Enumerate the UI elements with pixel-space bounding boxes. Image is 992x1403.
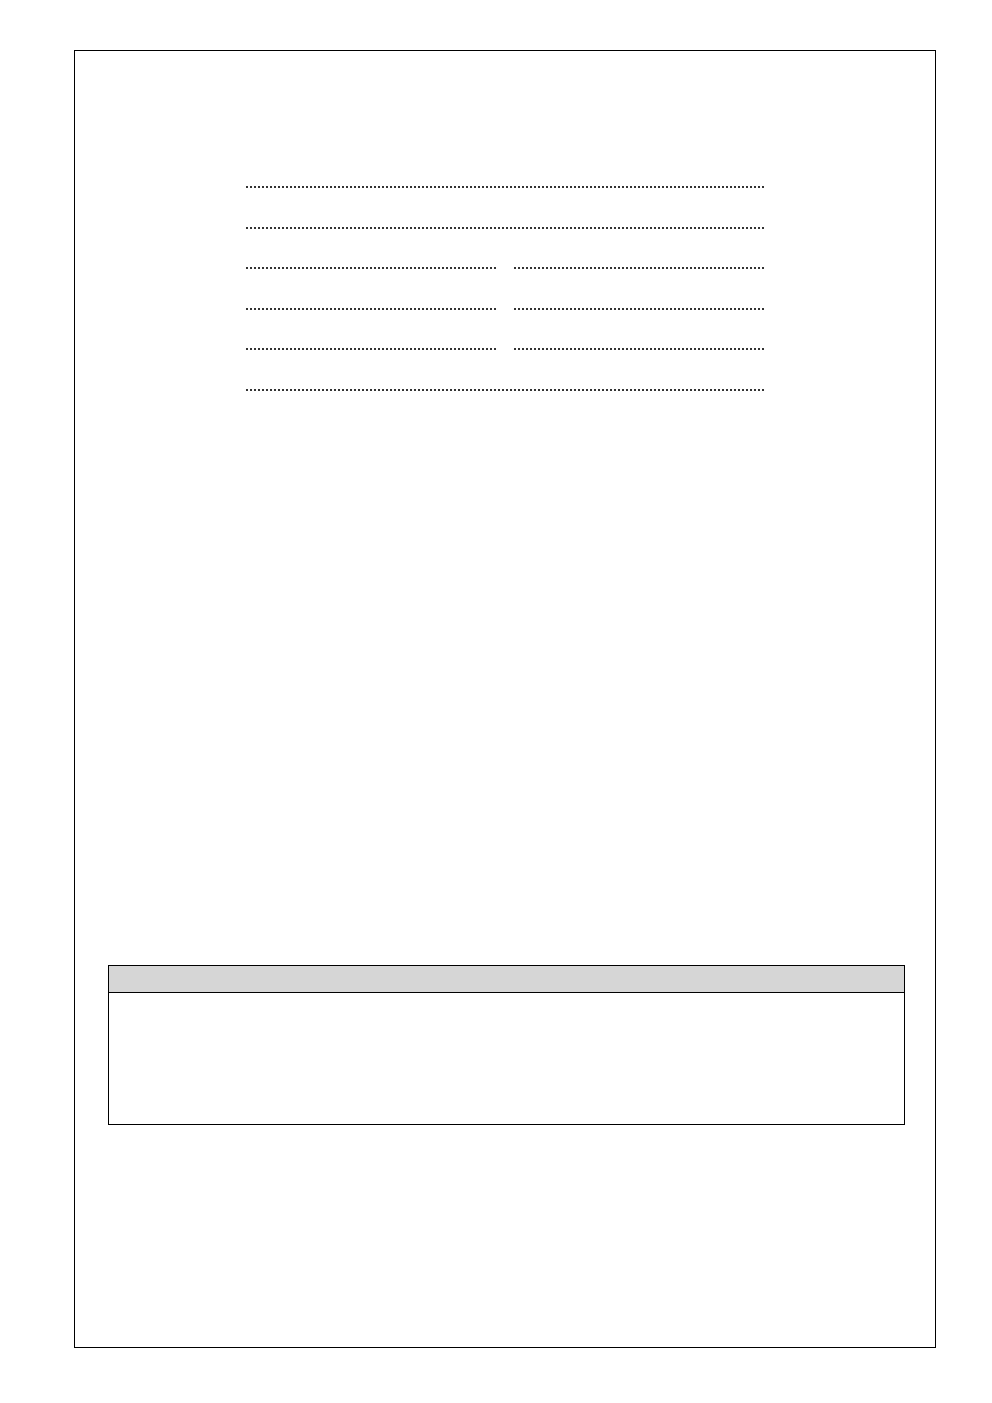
order-content xyxy=(246,254,764,276)
order-content-text xyxy=(497,295,513,319)
prayer-order-title xyxy=(109,966,904,993)
leader-dots xyxy=(246,227,764,229)
order-row xyxy=(106,212,906,246)
order-row xyxy=(106,333,906,367)
order-row xyxy=(106,374,906,408)
order-row xyxy=(106,171,906,205)
leader-dots xyxy=(246,389,764,391)
order-row xyxy=(106,293,906,327)
order-content xyxy=(246,295,764,319)
order-content-text xyxy=(497,254,513,276)
order-content-text xyxy=(497,335,513,357)
leader-dots xyxy=(246,186,764,188)
order-content xyxy=(246,335,764,357)
prayer-order-box xyxy=(108,965,905,1125)
order-row xyxy=(106,252,906,286)
